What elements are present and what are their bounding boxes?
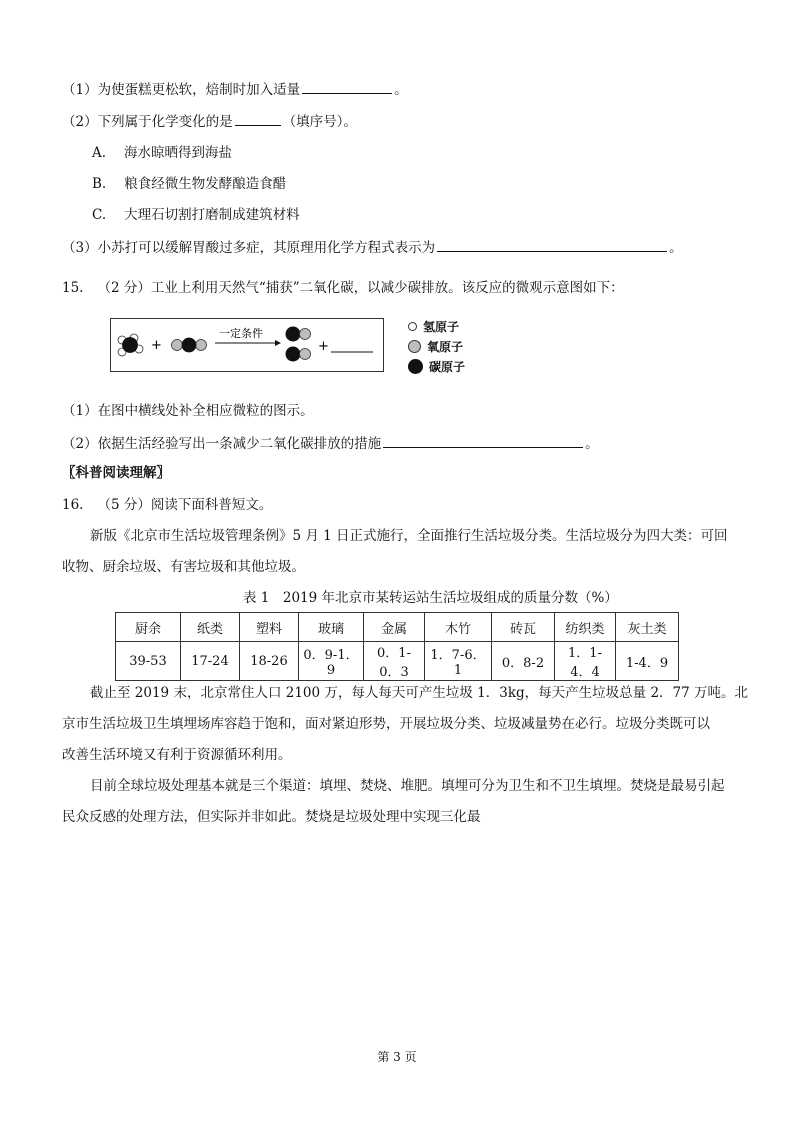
table-header-cell: 砖瓦 <box>492 613 555 642</box>
q16-para1-line2: 收物、厨余垃圾、有害垃圾和其他垃圾。 <box>62 559 305 575</box>
plus-sign: + <box>151 338 162 353</box>
q16-para3-line1: 目前全球垃圾处理基本就是三个渠道：填埋、焚烧、堆肥。填埋可分为卫生和不卫生填埋。焚烧是最易引起 <box>90 778 725 794</box>
answer-blank[interactable] <box>302 80 392 94</box>
q15-stem: 15. （2 分）工业上利用天然气“捕获”二氧化碳，以减少碳排放。该反应的微观示意图如下： <box>62 280 624 296</box>
section-title: 〖科普阅读理解〗 <box>62 465 170 481</box>
q14-part2: （2）下列属于化学变化的是 （填序号）。 <box>62 114 357 130</box>
oxygen-atom <box>172 340 183 351</box>
oxygen-atom-icon <box>408 340 421 353</box>
plus-sign: + <box>318 339 329 354</box>
table-header-cell: 木竹 <box>425 613 492 642</box>
table-cell: 39-53 <box>116 642 181 681</box>
table-header-cell: 金属 <box>364 613 425 642</box>
q14-option-b: B. 粮食经微生物发酵酿造食醋 <box>92 176 287 192</box>
reaction-condition: 一定条件 <box>219 327 263 340</box>
oxygen-atom <box>196 340 207 351</box>
carbon-atom <box>182 338 196 352</box>
carbon-atom <box>286 327 301 342</box>
table-header-cell: 纸类 <box>181 613 240 642</box>
table-header-cell: 塑料 <box>240 613 299 642</box>
q15-part2: （2）依据生活经验写出一条减少二氧化碳排放的措施 。 <box>62 436 599 452</box>
table-caption: 表 1 2019 年北京市某转运站生活垃圾组成的质量分数（%） <box>243 590 618 606</box>
table-cell: 0．8-2 <box>492 642 555 681</box>
q16-para1-line1: 新版《北京市生活垃圾管理条例》5 月 1 日正式施行，全面推行生活垃圾分类。生活垃圾分为四大类：可回 <box>90 528 728 544</box>
table-row <box>116 642 679 681</box>
q14-option-a: A. 海水晾晒得到海盐 <box>92 145 233 161</box>
table-header-cell: 玻璃 <box>299 613 364 642</box>
q16-para2-line3: 改善生活环境又有利于资源循环利用。 <box>62 747 292 763</box>
carbon-monoxide-molecule <box>286 327 311 342</box>
table-header-row <box>116 613 679 642</box>
table-cell: 17-24 <box>181 642 240 681</box>
table-cell: 1．1-4．4 <box>555 642 616 681</box>
waste-composition-table <box>115 612 679 681</box>
oxygen-atom <box>300 349 311 360</box>
reaction-svg <box>111 319 383 371</box>
answer-blank[interactable] <box>383 434 583 448</box>
carbon-monoxide-molecule <box>286 347 311 362</box>
legend-carbon: 碳原子 <box>408 356 465 376</box>
carbon-atom <box>123 338 138 353</box>
atom-legend <box>408 316 465 376</box>
reaction-diagram <box>110 318 384 372</box>
q15-part1: （1）在图中横线处补全相应微粒的图示。 <box>62 403 314 419</box>
q14-part1: （1）为使蛋糕更松软，焙制时加入适量 。 <box>62 82 408 98</box>
carbon-atom-icon <box>408 359 423 374</box>
q16-para2-line1: 截止至 2019 末，北京常住人口 2100 万，每人每天可产生垃圾 1．3kg，每天产生垃圾总量 2．77 万吨。北 <box>90 685 749 701</box>
hydrogen-atom-icon <box>408 322 417 331</box>
q14-part3: （3）小苏打可以缓解胃酸过多症，其原理用化学方程式表示为 。 <box>62 240 683 256</box>
carbon-dioxide-molecule <box>172 338 207 352</box>
table-cell: 1-4．9 <box>616 642 679 681</box>
legend-hydrogen: 氢原子 <box>408 316 465 336</box>
table-cell: 0．9-1．9 <box>299 642 364 681</box>
q16-stem: 16. （5 分）阅读下面科普短文。 <box>62 497 273 513</box>
table-header-cell: 厨余 <box>116 613 181 642</box>
table-header-cell: 纺织类 <box>555 613 616 642</box>
legend-oxygen: 氧原子 <box>408 336 465 356</box>
table-cell: 18-26 <box>240 642 299 681</box>
answer-blank[interactable] <box>235 112 281 126</box>
q16-para3-line2: 民众反感的处理方法，但实际并非如此。焚烧是垃圾处理中实现三化最 <box>62 809 481 825</box>
arrow-head-icon <box>275 340 281 346</box>
q16-para2-line2: 京市生活垃圾卫生填埋场库容趋于饱和，面对紧迫形势，开展垃圾分类、垃圾减量势在必行。垃圾分类既可以 <box>62 716 710 732</box>
answer-blank[interactable] <box>437 238 667 252</box>
carbon-atom <box>286 347 301 362</box>
oxygen-atom <box>300 329 311 340</box>
table-header-cell: 灰土类 <box>616 613 679 642</box>
methane-molecule <box>118 334 143 356</box>
page-number: 第 3 页 <box>377 1050 417 1064</box>
q14-option-c: C. 大理石切割打磨制成建筑材料 <box>92 207 300 223</box>
table-cell: 0．1-0．3 <box>364 642 425 681</box>
table-cell: 1．7-6．1 <box>425 642 492 681</box>
